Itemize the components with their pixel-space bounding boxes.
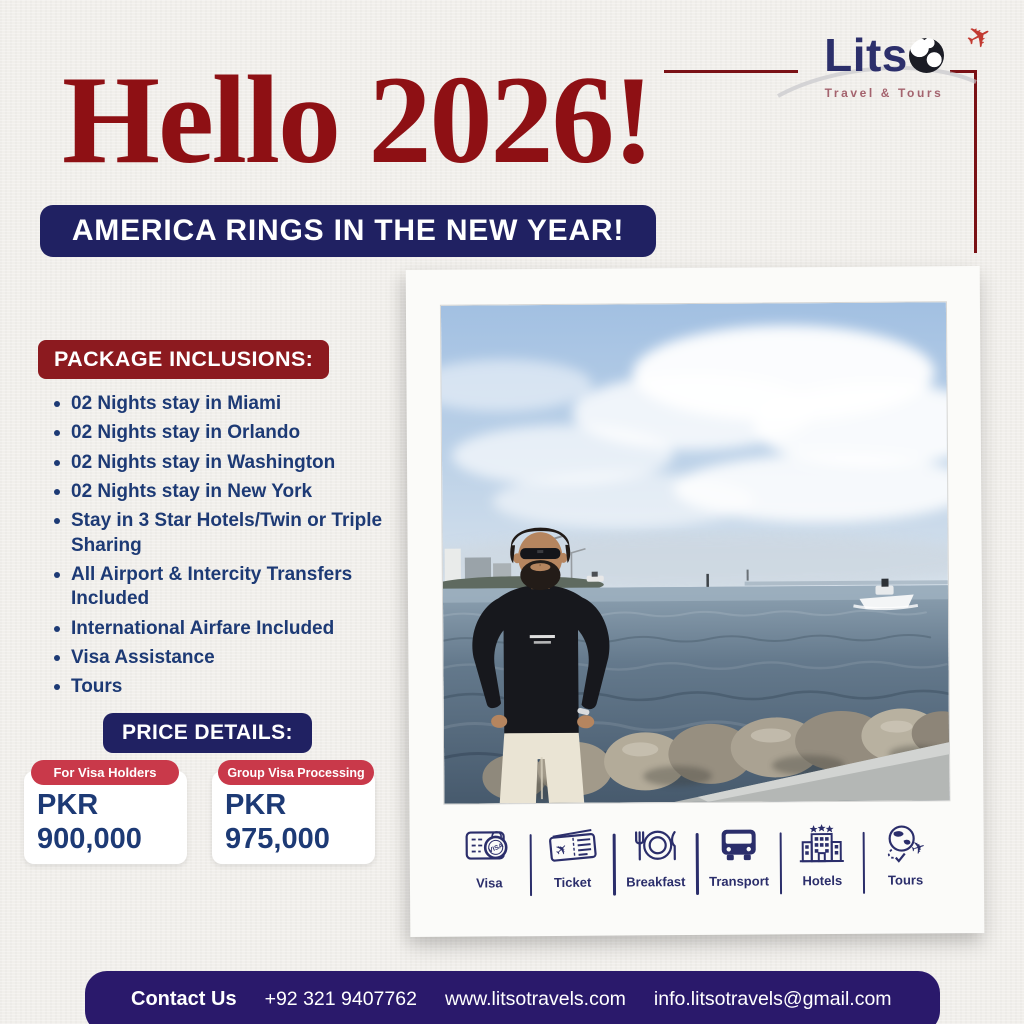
globe-icon [909, 38, 944, 73]
phone-link[interactable]: +92 321 9407762 [264, 987, 417, 1010]
website-link[interactable]: www.litsotravels.com [444, 987, 626, 1010]
feature-label: Tours [887, 872, 924, 888]
price-tag-visa-holders: For Visa Holders [31, 760, 179, 785]
brand-logo [778, 16, 999, 112]
polaroid-frame [406, 266, 985, 937]
breakfast-icon [630, 821, 680, 869]
feature-tours [865, 811, 946, 914]
price-amount: 900,000 [37, 823, 142, 855]
email-link[interactable]: info.litsotravels@gmail.com [653, 987, 892, 1010]
brand-tagline: Travel & Tours [824, 86, 944, 100]
feature-label: Visa [476, 875, 503, 891]
transport-icon [716, 821, 762, 869]
feature-hotels [781, 812, 862, 915]
list-item: Tours [52, 675, 412, 699]
feature-label: Ticket [553, 874, 592, 890]
feature-label: Hotels [802, 872, 843, 889]
list-item: All Airport & Intercity Transfers Included [52, 563, 412, 612]
list-item: 02 Nights stay in Miami [52, 392, 412, 416]
hotels-icon [797, 820, 847, 868]
feature-ticket [532, 814, 613, 917]
airplane-icon: ✈ [960, 16, 999, 59]
feature-label: Breakfast [626, 874, 686, 890]
ticket-icon [545, 822, 599, 870]
list-item: Stay in 3 Star Hotels/Twin or Triple Sharing [52, 509, 412, 558]
feature-breakfast [615, 813, 696, 916]
list-item: International Airfare Included [52, 617, 412, 641]
list-item: 02 Nights stay in Orlando [52, 421, 412, 445]
list-item: 02 Nights stay in New York [52, 480, 412, 504]
price-tag-group-visa: Group Visa Processing [218, 760, 374, 785]
list-item: Visa Assistance [52, 646, 412, 670]
contact-bar [85, 971, 940, 1024]
travel-photo [441, 302, 949, 804]
visa-icon [464, 822, 514, 870]
inclusions-list [52, 392, 412, 704]
currency-label: PKR [225, 789, 287, 821]
feature-label: Transport [709, 873, 770, 889]
list-item: 02 Nights stay in Washington [52, 451, 412, 475]
currency-label: PKR [37, 789, 99, 821]
brand-wordmark: Lits [824, 29, 908, 81]
tours-icon [880, 819, 930, 867]
subtitle-banner: AMERICA RINGS IN THE NEW YEAR! [40, 205, 656, 257]
inclusions-heading: PACKAGE INCLUSIONS: [38, 340, 329, 379]
page-title: Hello 2026! [62, 51, 653, 190]
price-heading: PRICE DETAILS: [103, 713, 312, 753]
feature-transport [698, 812, 779, 915]
contact-label: Contact Us [131, 987, 237, 1010]
feature-visa [448, 814, 529, 917]
visa-stamp-text: VISA [488, 842, 505, 855]
features-strip [444, 811, 950, 917]
svg-text:✈: ✈ [550, 838, 573, 861]
svg-text:✈: ✈ [908, 836, 928, 861]
price-amount: 975,000 [225, 823, 330, 855]
